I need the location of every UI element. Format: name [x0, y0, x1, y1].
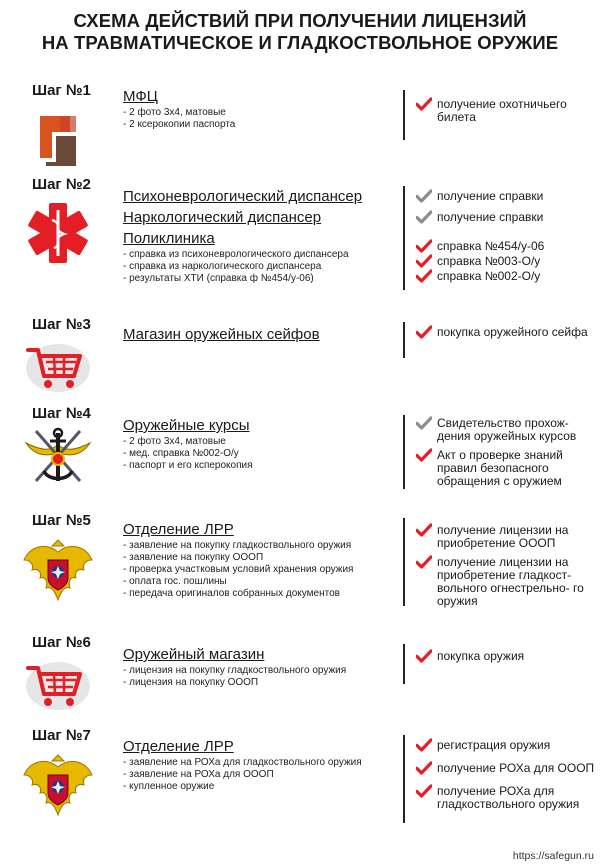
result-item: получение справки	[416, 211, 600, 224]
result-item: получение охотничьего билета	[416, 98, 600, 124]
red-check-icon	[416, 555, 432, 569]
result-item: получение РОХа для ОООП	[416, 762, 600, 775]
results	[416, 98, 600, 124]
doc-item: - заявление на покупку ОООП	[123, 552, 264, 563]
step-label: Шаг №4	[32, 405, 91, 422]
doc-item: - заявление на РОХа для гладкоствольного оружия	[123, 757, 362, 768]
step-label: Шаг №2	[32, 176, 91, 193]
doc-item: - результаты ХТИ (справка ф №454/у-06)	[123, 273, 314, 284]
place-lrr: Отделение ЛРР	[123, 738, 234, 755]
step-label: Шаг №7	[32, 727, 91, 744]
doc-item: - мед. справка №002-О/у	[123, 448, 239, 459]
doc-item: - лицензия на покупку гладкоствольного оружия	[123, 665, 347, 676]
red-check-icon	[416, 239, 432, 253]
doc-item: - справка из психоневрологического диспансера	[123, 249, 349, 260]
page-title	[0, 10, 600, 54]
place-lrr: Отделение ЛРР	[123, 521, 234, 538]
gray-check-icon	[416, 416, 432, 430]
red-check-icon	[416, 738, 432, 752]
mfc-logo-icon	[22, 108, 94, 174]
step-label: Шаг №6	[32, 634, 91, 651]
results	[416, 739, 600, 811]
doc-item: - передача оригиналов собранных документов	[123, 588, 340, 599]
doc-item: - справка из наркологического диспансера	[123, 261, 322, 272]
doc-item: - заявление на РОХа для ОООП	[123, 769, 274, 780]
red-check-icon	[416, 97, 432, 111]
result-item: справка №002-О/у	[416, 270, 600, 283]
gray-check-icon	[416, 210, 432, 224]
divider	[403, 644, 405, 684]
anchor-swords-emblem-icon	[22, 423, 94, 489]
shopping-cart-icon	[22, 654, 94, 720]
red-check-icon	[416, 269, 432, 283]
results	[416, 524, 600, 608]
results	[416, 190, 600, 283]
red-check-icon	[416, 523, 432, 537]
gray-check-icon	[416, 189, 432, 203]
doc-item: - 2 фото 3х4, матовые	[123, 107, 226, 118]
place-courses: Оружейные курсы	[123, 417, 250, 434]
rosgvardia-emblem-icon	[22, 538, 94, 604]
result-item: Свидетельство прохож- дения оружейных курсов	[416, 417, 600, 443]
title-line-1: СХЕМА ДЕЙСТВИЙ ПРИ ПОЛУЧЕНИИ ЛИЦЕНЗИЙ	[73, 10, 527, 31]
doc-item: - оплата гос. пошлины	[123, 576, 227, 587]
doc-item: - 2 ксерокопии паспорта	[123, 119, 236, 130]
divider	[403, 735, 405, 823]
step-label: Шаг №3	[32, 316, 91, 333]
result-item: покупка оружия	[416, 650, 600, 663]
results	[416, 326, 600, 339]
doc-item: - заявление на покупку гладкоствольного оружия	[123, 540, 352, 551]
rosgvardia-emblem-icon	[22, 753, 94, 819]
divider	[403, 90, 405, 140]
result-item: получение справки	[416, 190, 600, 203]
place-gun-store: Оружейный магазин	[123, 646, 265, 663]
red-check-icon	[416, 254, 432, 268]
place-safe-store: Магазин оружейных сейфов	[123, 326, 320, 343]
divider	[403, 518, 405, 606]
step-label: Шаг №5	[32, 512, 91, 529]
place-mfc: МФЦ	[123, 88, 158, 105]
doc-item: - проверка участковым условий хранения оружия	[123, 564, 354, 575]
result-item: справка №003-О/у	[416, 255, 600, 268]
doc-item: - купленное оружие	[123, 781, 215, 792]
red-check-icon	[416, 761, 432, 775]
doc-item: - лицензия на покупку ОООП	[123, 677, 259, 688]
results	[416, 650, 600, 663]
source-url[interactable]: https://safegun.ru	[512, 850, 594, 862]
star-of-life-icon	[22, 200, 94, 266]
step-label: Шаг №1	[32, 82, 91, 99]
red-check-icon	[416, 649, 432, 663]
result-item: получение РОХа для гладкоствольного оружия	[416, 785, 600, 811]
result-item: регистрация оружия	[416, 739, 600, 752]
result-item: получение лицензии на приобретение гладкост- вольного огнестрельно- го оружия	[416, 556, 600, 608]
red-check-icon	[416, 784, 432, 798]
doc-item: - паспорт и его ксперокопия	[123, 460, 253, 471]
place-psych: Психоневрологический диспансер	[123, 188, 363, 205]
divider	[403, 415, 405, 489]
title-line-2: НА ТРАВМАТИЧЕСКОЕ И ГЛАДКОСТВОЛЬНОЕ ОРУЖИЕ	[41, 32, 559, 53]
shopping-cart-icon	[22, 336, 94, 402]
result-item: Акт о проверке знаний правил безопасного обращения с оружием	[416, 449, 600, 488]
result-item: получение лицензии на приобретение ОООП	[416, 524, 600, 550]
place-clinic: Поликлиника	[123, 230, 215, 247]
result-item: справка №454/у-06	[416, 240, 600, 253]
divider	[403, 186, 405, 290]
red-check-icon	[416, 325, 432, 339]
result-item: покупка оружейного сейфа	[416, 326, 600, 339]
doc-item: - 2 фото 3х4, матовые	[123, 436, 226, 447]
place-narco: Наркологический диспансер	[123, 209, 322, 226]
red-check-icon	[416, 448, 432, 462]
divider	[403, 322, 405, 358]
results	[416, 417, 600, 488]
